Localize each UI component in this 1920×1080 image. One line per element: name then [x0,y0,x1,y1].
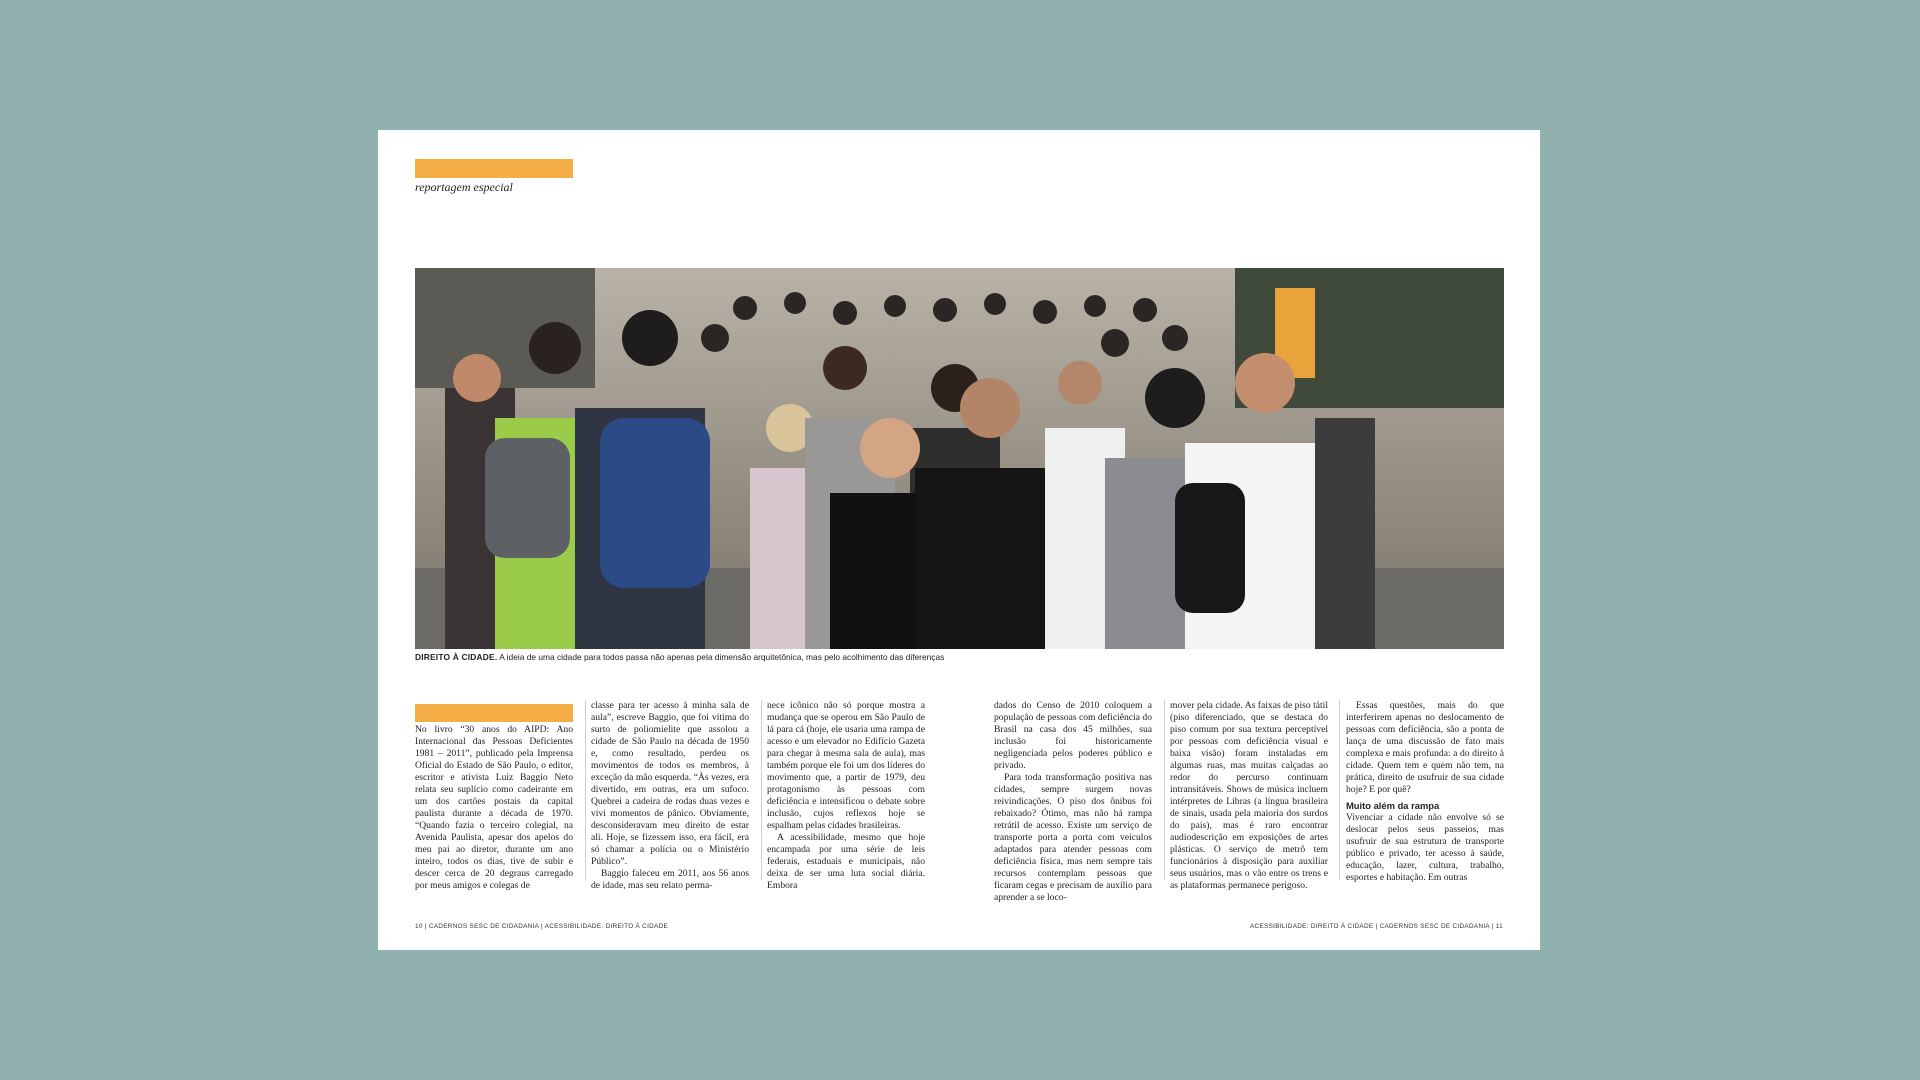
photo-caption [415,652,1504,662]
caption-lead: DIREITO À CIDADE. [415,652,498,662]
footer-right: ACESSIBILIDADE: DIREITO À CIDADE | CADERNOS SESC DE CIDADANIA | 11 [1249,923,1503,930]
paragraph: dados do Censo de 2010 coloquem a população de pessoas com deficiência do Brasil na casa dos 45 milhões, sua inclusão foi historicamente negligenciada pelos poderes público e privado. [994,700,1152,771]
footer-left: 10 | CADERNOS SESC DE CIDADANIA | ACESSIBILIDADE: DIREITO À CIDADE [415,923,669,930]
magazine-spread [378,130,1540,950]
caption-text: A ideia de uma cidade para todos passa não apenas pela dimensão arquitetônica, mas pelo acolhimento das diferenças [497,652,945,662]
paragraph: classe para ter acesso à minha sala de aula”, escreve Baggio, que foi vítima do surto de poliomielite que assolou a cidade de São Paulo na década de 1950 e, como resultado, perdeu os movimentos de todos os membros, à exceção da mão esquerda. “Às vezes, era divertido, em outras, era um sufoco. Quebrei a cadeira de rodas duas vezes e vivi momentos de pânico. Obviamente, desconsideravam meu direito de estar ali. Hoje, se fizessem isso, era fácil, era só chamar a polícia ou o Ministério Público”. [591,700,749,867]
subheading: Muito além da rampa [1346,800,1440,811]
crowd-photo [415,268,1504,649]
section-tag-bar [415,159,573,178]
article-column-3 [767,700,925,892]
article-column-2 [591,700,749,892]
column-divider [1339,700,1340,880]
article-column-1 [415,724,573,892]
paragraph: Baggio faleceu em 2011, aos 56 anos de idade, mas seu relato perma- [591,868,749,891]
paragraph: Vivenciar a cidade não envolve só se deslocar pelos seus passeios, mas usufruir de sua estrutura de transporte público e privado, ter acesso à saúde, educação, lazer, cultura, trabalho, esportes e habitação. Em outras [1346,812,1504,883]
article-column-6 [1346,700,1504,884]
paragraph: A acessibilidade, mesmo que hoje encampada por uma série de leis federais, estaduais e municipais, não deixa de ser uma luta social diária. Embora [767,832,925,891]
column-divider [585,700,586,880]
section-tag: reportagem especial [415,180,513,194]
paragraph: mover pela cidade. As faixas de piso tátil (piso diferenciado, que se destaca do piso comum por sua textura perceptível por pessoas com deficiência visual e baixa visão) foram instaladas em algumas ruas, mas muitas calçadas ao redor do percurso continuam intransitáveis. Shows de música incluem intérpretes de Libras (a língua brasileira de sinais, usada pela maioria dos surdos do país), mas é raro encontrar audiodescrição em exposições de artes plásticas. O serviço de metrô tem funcionários à disposição para auxiliar seus usuários, mas o vão entre os trens e as plataformas permanece perigoso. [1170,700,1328,891]
paragraph: Para toda transformação positiva nas cidades, sempre surgem novas reivindicações. O piso dos ônibus foi rebaixado? Ótimo, mas não há rampa retrátil de acesso. Existe um serviço de transporte porta a porta com veículos adaptados para atender pessoas com deficiência física, mas nem sempre tais recursos contemplam pessoas que ficaram cegas e precisam de auxílio para aprender a se loco- [994,772,1152,903]
paragraph: No livro “30 anos do AIPD: Ano Internacional das Pessoas Deficientes 1981 – 2011”, publicado pela Imprensa Oficial do Estado de São Paulo, o editor, escritor e ativista Luiz Baggio Neto relata seu suplício como cadeirante em um dos cartões postais da capital paulista durante a década de 1970. “Quando fazia o terceiro colegial, na Avenida Paulista, apesar dos apelos do meu pai ao diretor, durante um ano inteiro, todos os dias, tive de subir e descer cerca de 20 degraus carregado por meus amigos e colegas de [415,724,573,891]
column-divider [761,700,762,880]
paragraph: Essas questões, mais do que interferirem apenas no deslocamento de pessoas com deficiência, são a ponta de lança de uma discussão de fato mais complexa e mais profunda: a do direito à cidade. Quem tem e quem não tem, na prática, direito de usufruir de sua cidade hoje? E por quê? [1346,700,1504,795]
column-divider [1164,700,1165,880]
crowd-photo-illustration [415,268,1504,649]
paragraph: nece icônico não só porque mostra a mudança que se operou em São Paulo de lá para cá (hoje, ele usaria uma rampa de acesso e um elevador no Edifício Gazeta para chegar à mesma sala de aula), mas também porque ele foi um dos líderes do movimento que, a partir de 1979, deu protagonismo às pessoas com deficiência e intensificou o debate sobre inclusão, cujos reflexos hoje se espalham pelas cidades brasileiras. [767,700,925,831]
article-intro-bar [415,704,573,722]
article-column-4 [994,700,1152,904]
article-column-5 [1170,700,1328,892]
